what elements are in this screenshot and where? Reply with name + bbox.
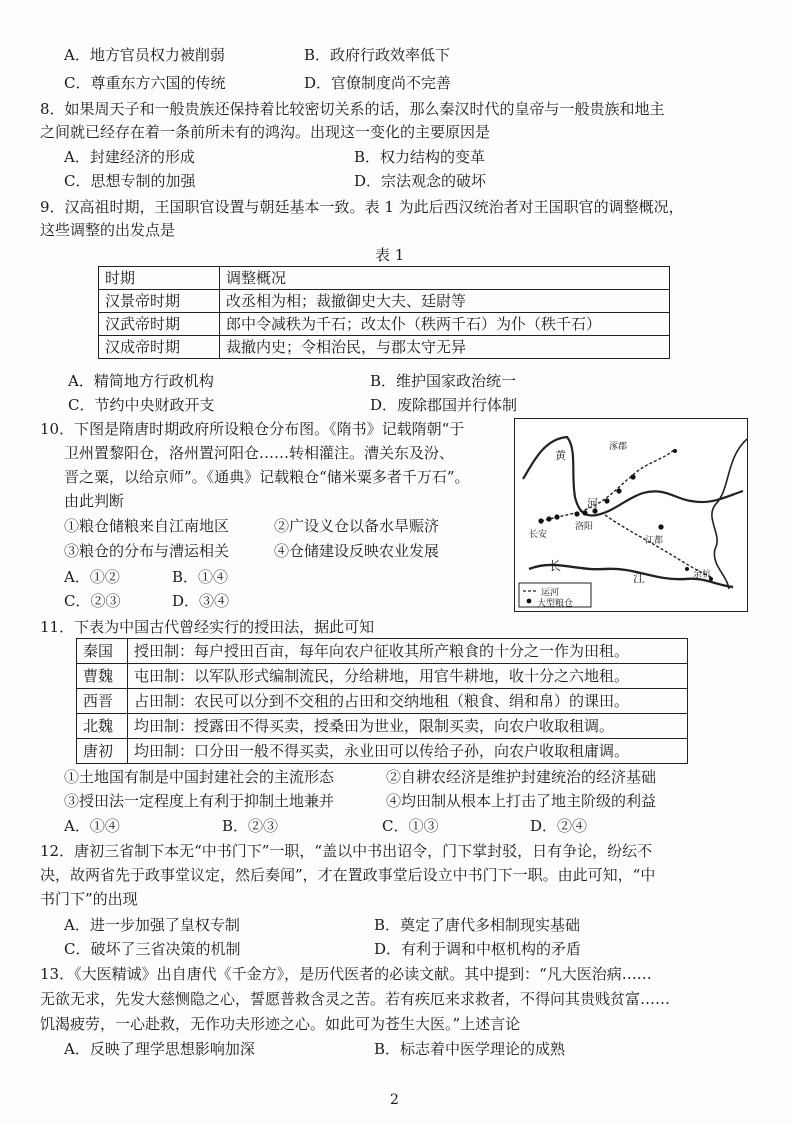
q12-stem-line1: 12．唐初三省制下本无“中书门下”一职，“盖以中书出诏令，门下掌封驳，日有争论，纷纭不	[40, 842, 653, 860]
q7-option-a: A．地方官员权力被削弱	[64, 46, 225, 64]
table-cell: 均田制：口分田一般不得买卖，永业田可以传给子孙，向农户收取租庸调。	[128, 739, 688, 764]
table-row	[77, 689, 688, 714]
q12-option-b: B．奠定了唐代多相制现实基础	[374, 916, 581, 934]
granary-dot	[554, 514, 559, 519]
q12-option-a: A．进一步加强了皇权专制	[64, 916, 240, 934]
q10-option-c: C．②③	[64, 592, 121, 610]
map-label-he: 河	[587, 497, 598, 510]
q11-stem: 11．下表为中国古代曾经实行的授田法，据此可知	[40, 618, 375, 636]
table-row	[99, 290, 670, 313]
city-dot	[673, 449, 677, 453]
q12-stem-line2: 决，故两省先于政事堂议定，然后奏闻”，才在置政事堂后设立中书门下一职。由此可知，“中	[40, 866, 656, 884]
q8-option-a: A．封建经济的形成	[64, 148, 195, 166]
q10-statement-4: ④仓储建设反映农业发展	[274, 542, 440, 560]
q11-option-c: C．①③	[382, 817, 439, 835]
legend-granary-label: 大型粮仓	[537, 599, 574, 609]
q10-stem-line4: 由此判断	[64, 492, 125, 510]
q8-option-b: B．权力结构的变革	[354, 148, 486, 166]
table-cell: 占田制：农民可以分到不交租的占田和交纳地租（粮食、绢和帛）的课田。	[128, 689, 688, 714]
q10-statement-2: ②广设义仓以备水旱赈济	[274, 517, 440, 535]
granary-dot	[538, 518, 543, 523]
q11-option-b: B．②③	[222, 817, 279, 835]
granary-dot	[604, 498, 609, 503]
table-cell: 北魏	[77, 714, 128, 739]
q12-option-c: C．破坏了三省决策的机制	[64, 940, 241, 958]
q9-option-d: D．废除郡国并行体制	[370, 396, 518, 414]
table-cell: 唐初	[77, 739, 128, 764]
table-cell: 屯田制：以军队形式编制流民，分给耕地，用官牛耕地，收十分之六地租。	[128, 664, 688, 689]
q13-stem-line2: 无欲无求，先发大慈恻隐之心，誓愿普救含灵之苦。若有疾厄来求救者，不得问其贵贱贫富……	[40, 990, 671, 1008]
q9-option-c: C．节约中央财政开支	[68, 396, 215, 414]
coastline	[712, 439, 747, 589]
table-header-summary: 调整概况	[220, 267, 670, 290]
q9-table	[98, 266, 670, 359]
table-cell: 秦国	[77, 639, 128, 664]
granary-dot	[582, 510, 587, 515]
page-number: 2	[390, 1092, 399, 1108]
q11-table	[76, 638, 688, 764]
q8-stem-line1: 8．如果周天子和一般贵族还保持着比较密切关系的话，那么秦汉时代的皇帝与一般贵族和地主	[40, 100, 665, 118]
table-cell: 均田制：授露田不得买卖，授桑田为世业，限制买卖，向农户收取租调。	[128, 714, 688, 739]
q7-option-c: C．尊重东方六国的传统	[64, 74, 226, 92]
table-cell: 汉武帝时期	[99, 313, 220, 336]
map-label-jiangdu: 江都	[645, 536, 664, 546]
q9-table-title: 表 1	[375, 246, 405, 264]
q10-stem-line1: 10．下图是隋唐时期政府所设粮仓分布图。《隋书》记载隋朝“于	[40, 420, 465, 438]
granary-dot	[630, 474, 635, 479]
q13-stem-line3: 饥渴疲劳，一心赴救，无作功夫形迹之心。如此可为苍生大医。”上述言论	[40, 1015, 521, 1033]
q9-stem-line2: 这些调整的出发点是	[40, 221, 176, 239]
table-cell: 授田制：每户授田百亩，每年向农户征收其所产粮食的十分之一作为田租。	[128, 639, 688, 664]
table-row	[99, 313, 670, 336]
legend-canal-label: 运河	[541, 588, 560, 598]
map-label-zhuojun: 涿郡	[609, 442, 628, 452]
q13-option-b: B．标志着中医学理论的成熟	[374, 1040, 566, 1058]
table-row	[77, 714, 688, 739]
q11-statement-1: ①土地国有制是中国封建社会的主流形态	[64, 768, 335, 786]
q7-option-d: D．官僚制度尚不完善	[304, 74, 452, 92]
q11-option-d: D．②④	[530, 817, 588, 835]
table-cell: 裁撤内史；令相治民，与郡太守无异	[220, 336, 670, 359]
map-label-huang: 黄	[555, 449, 566, 462]
granary-dot	[574, 511, 579, 516]
q10-option-b: B．①④	[172, 568, 229, 586]
granary-dot	[658, 524, 663, 529]
map-label-chang: 长	[549, 559, 562, 573]
granary-map	[514, 418, 748, 612]
q13-option-a: A．反映了理学思想影响加深	[64, 1040, 255, 1058]
q10-option-a: A．①②	[64, 568, 120, 586]
map-label-changan: 长安	[529, 530, 548, 540]
q11-statement-3: ③授田法一定程度上有利于抑制土地兼并	[64, 792, 335, 810]
table-row	[77, 664, 688, 689]
q10-stem-line2: 卫州置黎阳仓，洛州置河阳仓……转相灌注。漕关东及汾、	[64, 444, 455, 462]
q11-option-a: A．①④	[64, 817, 120, 835]
q10-option-d: D．③④	[172, 592, 230, 610]
table-row	[99, 336, 670, 359]
q9-stem-line1: 9．汉高祖时期，王国职官设置与朝廷基本一致。表 1 为此后西汉统治者对王国职官的调整概况，	[40, 198, 684, 216]
table-cell: 汉景帝时期	[99, 290, 220, 313]
table-cell: 汉成帝时期	[99, 336, 220, 359]
table-cell: 郎中令减秩为千石；改太仆（秩两千石）为仆（秩千石）	[220, 313, 670, 336]
q8-stem-line2: 之间就已经存在着一条前所未有的鸿沟。出现这一变化的主要原因是	[40, 123, 491, 141]
table-row	[77, 739, 688, 764]
granary-dot	[616, 488, 621, 493]
q8-option-c: C．思想专制的加强	[64, 172, 196, 190]
q10-statement-3: ③粮仓的分布与漕运相关	[64, 542, 230, 560]
granary-dot	[546, 516, 551, 521]
table-cell: 西晋	[77, 689, 128, 714]
city-dot	[685, 567, 689, 571]
q9-option-b: B．维护国家政治统一	[370, 372, 517, 390]
map-label-jiang: 江	[633, 571, 646, 585]
q12-stem-line3: 书门下”的出现	[40, 890, 138, 908]
q11-statement-2: ②自耕农经济是维护封建统治的经济基础	[386, 768, 657, 786]
table-cell: 曹魏	[77, 664, 128, 689]
table-header-period: 时期	[99, 267, 220, 290]
granary-map-drawing	[515, 419, 747, 611]
q8-option-d: D．宗法观念的破坏	[354, 172, 487, 190]
q12-option-d: D．有利于调和中枢机构的矛盾	[374, 940, 582, 958]
map-label-yuhang: 余杭	[693, 570, 712, 580]
q13-stem-line1: 13．《大医精诚》出自唐代《千金方》，是历代医者的必读文献。其中提到：“凡大医治病……	[40, 965, 652, 983]
q11-statement-4: ④均田制从根本上打击了地主阶级的利益	[386, 792, 657, 810]
table-row	[77, 639, 688, 664]
q10-statement-1: ①粮仓储粮来自江南地区	[64, 517, 230, 535]
map-label-luoyang: 洛阳	[575, 522, 594, 532]
legend-granary-swatch	[527, 599, 532, 604]
q10-stem-line3: 晋之粟，以给京师”。《通典》记载粮仓“储米粟多者千万石”。	[64, 468, 470, 486]
table-row	[99, 267, 670, 290]
q7-option-b: B．政府行政效率低下	[304, 46, 451, 64]
q9-option-a: A．精简地方行政机构	[68, 372, 214, 390]
table-cell: 改丞相为相；裁撤御史大夫、廷尉等	[220, 290, 670, 313]
